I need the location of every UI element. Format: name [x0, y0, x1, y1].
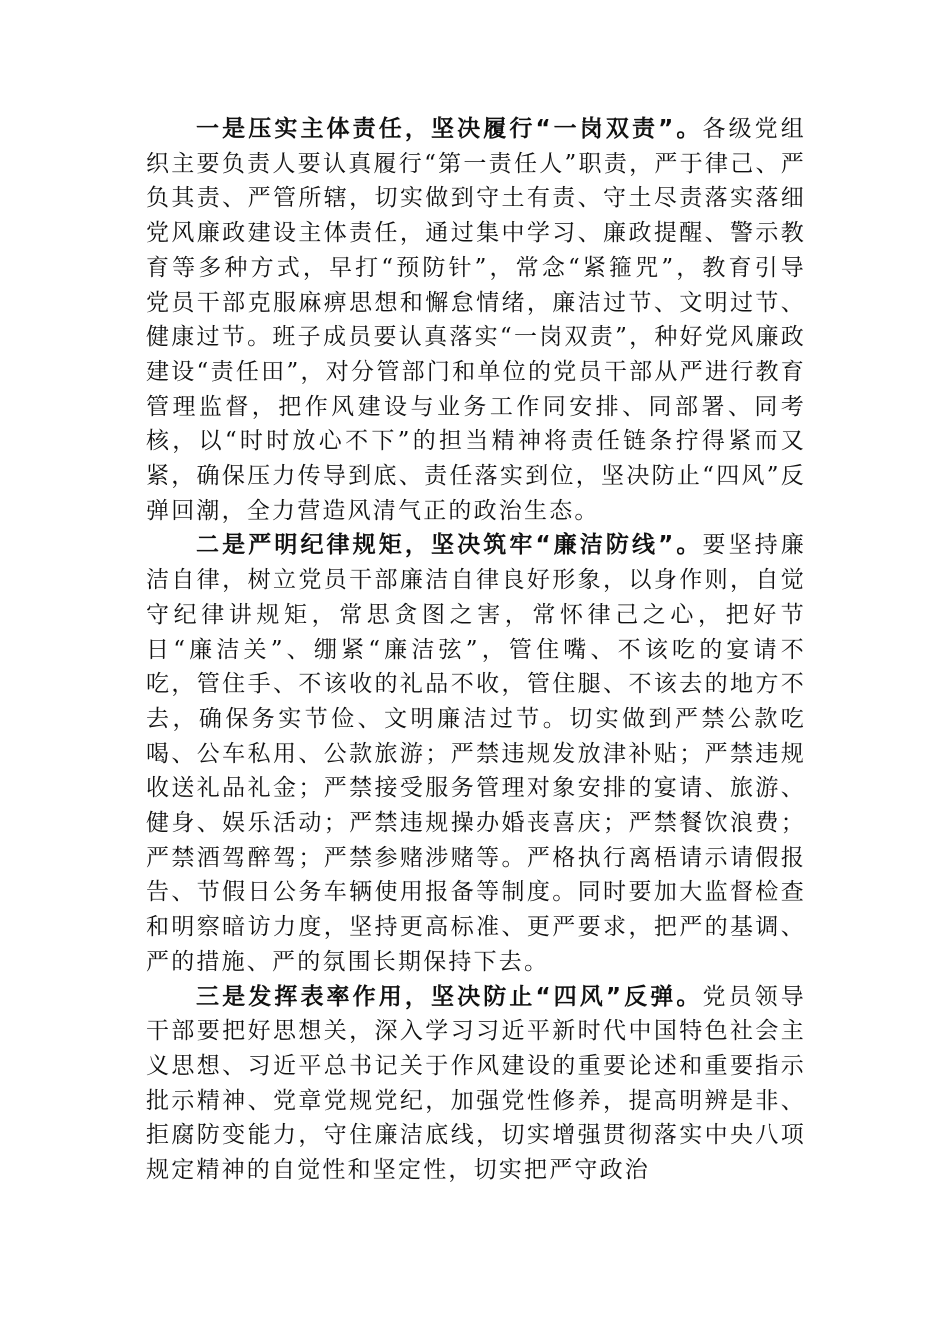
paragraph-lead: 三是发挥表率作用，坚决防止“四风”反弹。	[196, 983, 703, 1010]
paragraph-body: 要坚持廉洁自律，树立党员干部廉洁自律良好形象，以身作则，自觉守纪律讲规矩，常思贪图之害，常怀律己之心，把好节日“廉洁关”、绷紧“廉洁弦”，管住嘴、不该吃的宴请不吃，管住手、不该收的礼品不收，管住腿、不该去的地方不去，确保务实节俭、文明廉洁过节。切实做到严禁公款吃喝、公车私用、公款旅游；严禁违规发放津补贴；严禁违规收送礼品礼金；严禁接受服务管理对象安排的宴请、旅游、健身、娱乐活动；严禁违规操办婚丧喜庆；严禁餐饮浪费；严禁酒驾醉驾；严禁参赌涉赌等。严格执行离梧请示请假报告、节假日公务车辆使用报备等制度。同时要加大监督检查和明察暗访力度，坚持更高标准、更严要求，把严的基调、严的措施、严的氛围长期保持下去。	[146, 532, 806, 975]
paragraph-exemplary-role	[146, 980, 806, 1188]
paragraph-discipline	[146, 528, 806, 979]
paragraph-body: 各级党组织主要负责人要认真履行“第一责任人”职责，严于律己、严负其责、严管所辖，切实做到守土有责、守土尽责落实落细党风廉政建设主体责任，通过集中学习、廉政提醒、警示教育等多种方式，早打“预防针”，常念“紧箍咒”，教育引导党员干部克服麻痹思想和懈怠情绪，廉洁过节、文明过节、健康过节。班子成员要认真落实“一岗双责”，种好党风廉政建设“责任田”，对分管部门和单位的党员干部从严进行教育管理监督，把作风建设与业务工作同安排、同部署、同考核，以“时时放心不下”的担当精神将责任链条拧得紧而又紧，确保压力传导到底、责任落实到位，坚决防止“四风”反弹回潮，全力营造风清气正的政治生态。	[146, 116, 806, 524]
document-page	[146, 112, 806, 1188]
paragraph-lead: 二是严明纪律规矩，坚决筑牢“廉洁防线”。	[196, 532, 703, 559]
paragraph-body: 党员领导干部要把好思想关，深入学习习近平新时代中国特色社会主义思想、习近平总书记关于作风建设的重要论述和重要指示批示精神、党章党规党纪，加强党性修养，提高明辨是非、拒腐防变能力，守住廉洁底线，切实增强贯彻落实中央八项规定精神的自觉性和坚定性，切实把严守政治	[146, 983, 806, 1184]
paragraph-lead: 一是压实主体责任，坚决履行“一岗双责”。	[196, 116, 703, 142]
paragraph-responsibility	[146, 112, 806, 528]
